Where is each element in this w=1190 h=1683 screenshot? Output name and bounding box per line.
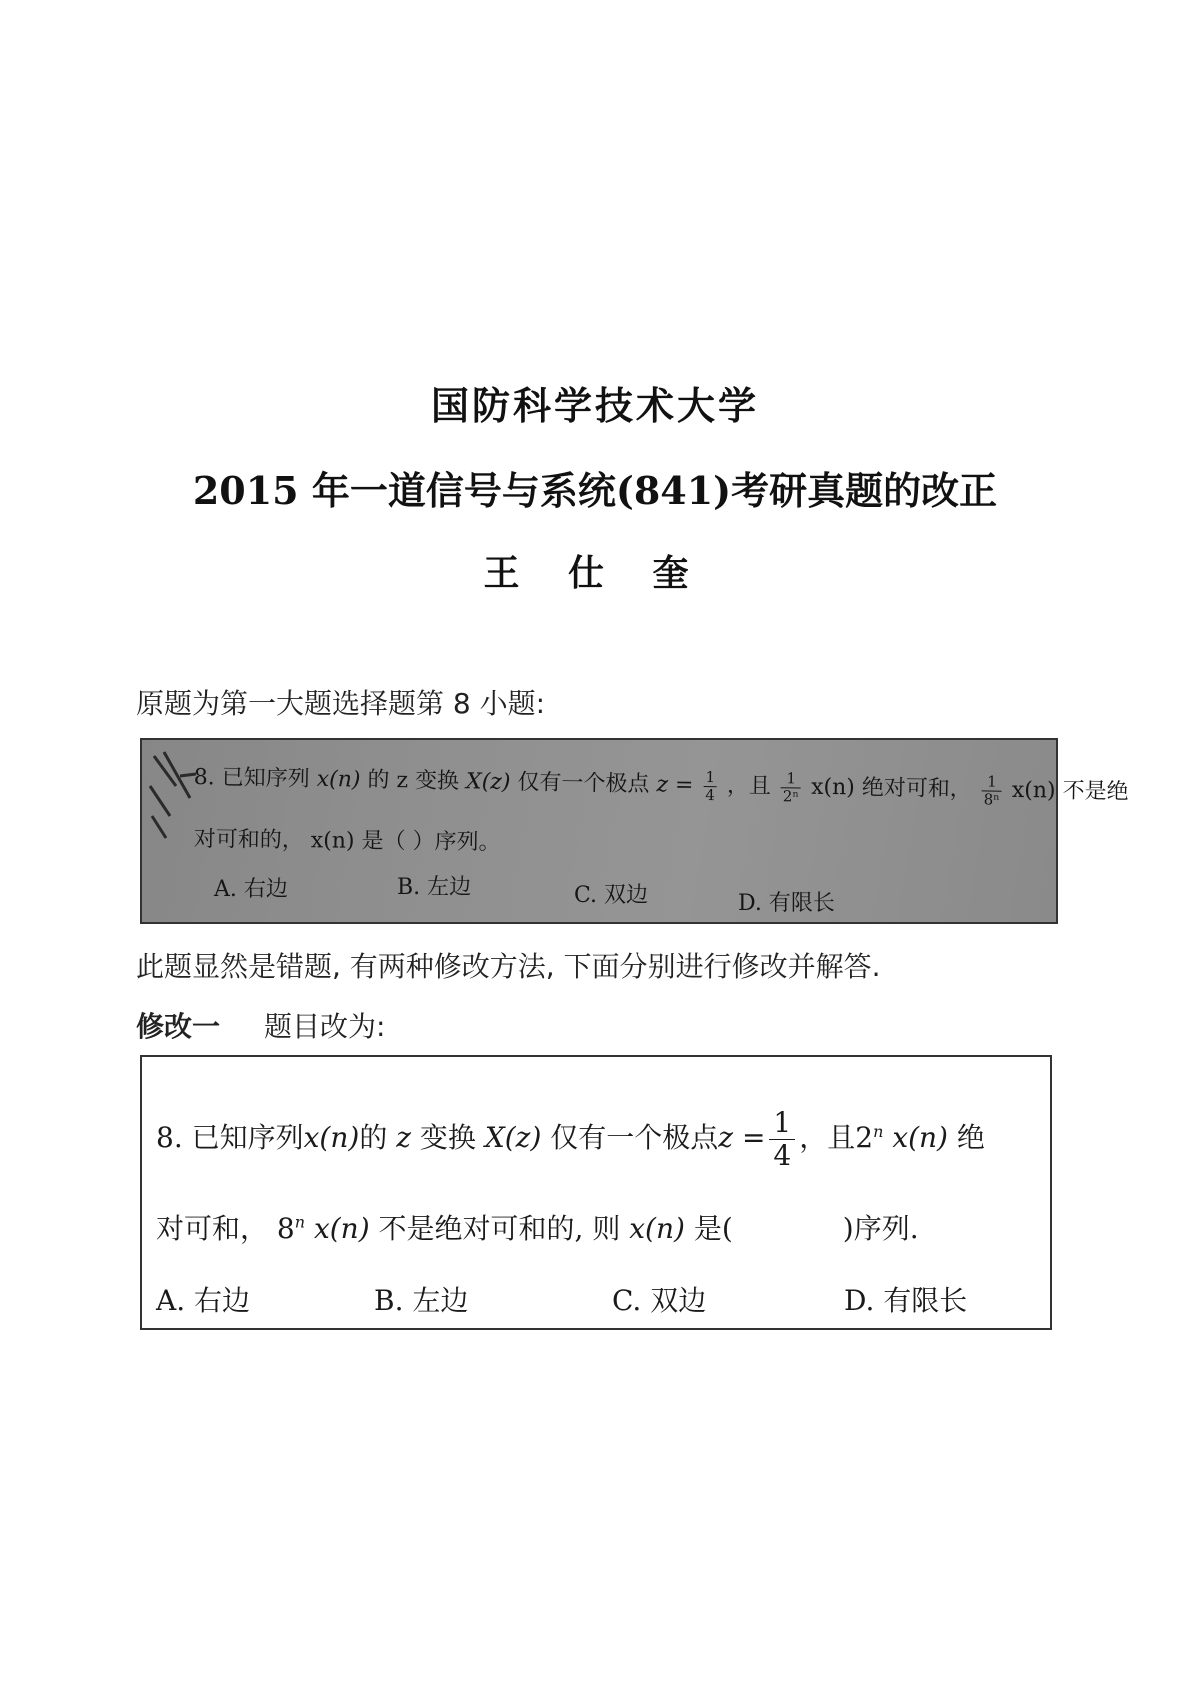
text-segment: 绝	[956, 1121, 985, 1155]
text-segment: 已知序列	[191, 1121, 304, 1155]
math-z-eq: z =	[718, 1121, 766, 1155]
revision-heading	[136, 1005, 385, 1045]
original-option-b: B. 左边	[397, 875, 472, 900]
text-segment: ，且	[726, 773, 772, 800]
question-number: 8.	[156, 1121, 183, 1155]
text-segment: ，且	[799, 1121, 856, 1155]
text-segment: 不是绝对可和的, 则	[378, 1212, 621, 1245]
math-seq: x(n)	[892, 1121, 948, 1155]
math-seq: x(n)	[316, 766, 361, 793]
math-exponent: n	[294, 1212, 306, 1232]
question-number: 8.	[193, 764, 215, 791]
text-segment: 是(	[693, 1212, 733, 1245]
pole-fraction: $\frac{1}{4}$	[769, 1107, 795, 1172]
text-segment: 变换	[419, 1121, 476, 1155]
fraction-2: $\frac{1}{\text{8ⁿ}}$	[982, 773, 1003, 807]
revised-option-a: A. 右边	[156, 1284, 251, 1317]
math-seq: x(n)	[629, 1212, 685, 1245]
text-segment: 的 z 变换	[367, 767, 460, 795]
article-title: 2015 年一道信号与系统(841)考研真题的改正	[192, 468, 998, 513]
university-title: 国防科学技术大学	[430, 383, 759, 428]
math-Xz: X(z)	[465, 769, 511, 795]
revised-question-box	[140, 1055, 1052, 1330]
math-seq: x(n)	[303, 1121, 360, 1155]
text-segment: 仅有一个极点	[550, 1121, 719, 1155]
original-question-line-2: 对可和的， x(n) 是（ ）序列。	[193, 826, 501, 856]
pole-fraction: $\frac{1}{4}$	[705, 768, 716, 804]
author-name: 王 仕 奎	[483, 552, 707, 594]
original-option-a: A. 右边	[214, 877, 288, 902]
math-base: 8	[276, 1212, 295, 1245]
text-segment: 对可和，	[156, 1212, 269, 1245]
original-option-d: D. 有限长	[738, 891, 835, 916]
math-base: 2	[855, 1121, 874, 1155]
text-segment: x(n) 不是绝	[1011, 777, 1129, 805]
text-segment: 已知序列	[221, 765, 310, 792]
revised-option-c: C. 双边	[612, 1284, 707, 1317]
fraction-1: $\frac{1}{\text{2ⁿ}}$	[781, 770, 802, 804]
text-segment: 仅有一个极点	[517, 770, 650, 798]
intro-text: 原题为第一大题选择题第 8 小题:	[136, 687, 546, 720]
original-option-c: C. 双边	[574, 883, 649, 908]
original-question-line-1	[193, 760, 1128, 810]
math-exponent: n	[873, 1121, 884, 1141]
revision-label: 修改一	[136, 1010, 221, 1043]
math-Xz: X(z)	[484, 1121, 542, 1155]
text-segment: )序列.	[842, 1212, 919, 1245]
revised-question-line-1	[156, 1107, 985, 1172]
math-z-eq: z =	[656, 772, 694, 798]
math-seq: x(n)	[313, 1212, 370, 1245]
math-z: z	[396, 1121, 411, 1155]
revision-text: 题目改为:	[264, 1010, 386, 1043]
revised-option-b: B. 左边	[374, 1284, 469, 1317]
original-question-photo	[140, 738, 1129, 924]
comment-text: 此题显然是错题, 有两种修改方法, 下面分别进行修改并解答.	[136, 950, 881, 983]
text-segment: x(n) 绝对可和，	[810, 774, 972, 803]
revised-option-d: D. 有限长	[844, 1284, 968, 1317]
revised-question-line-2	[156, 1207, 919, 1247]
text-segment: 的	[359, 1121, 388, 1155]
